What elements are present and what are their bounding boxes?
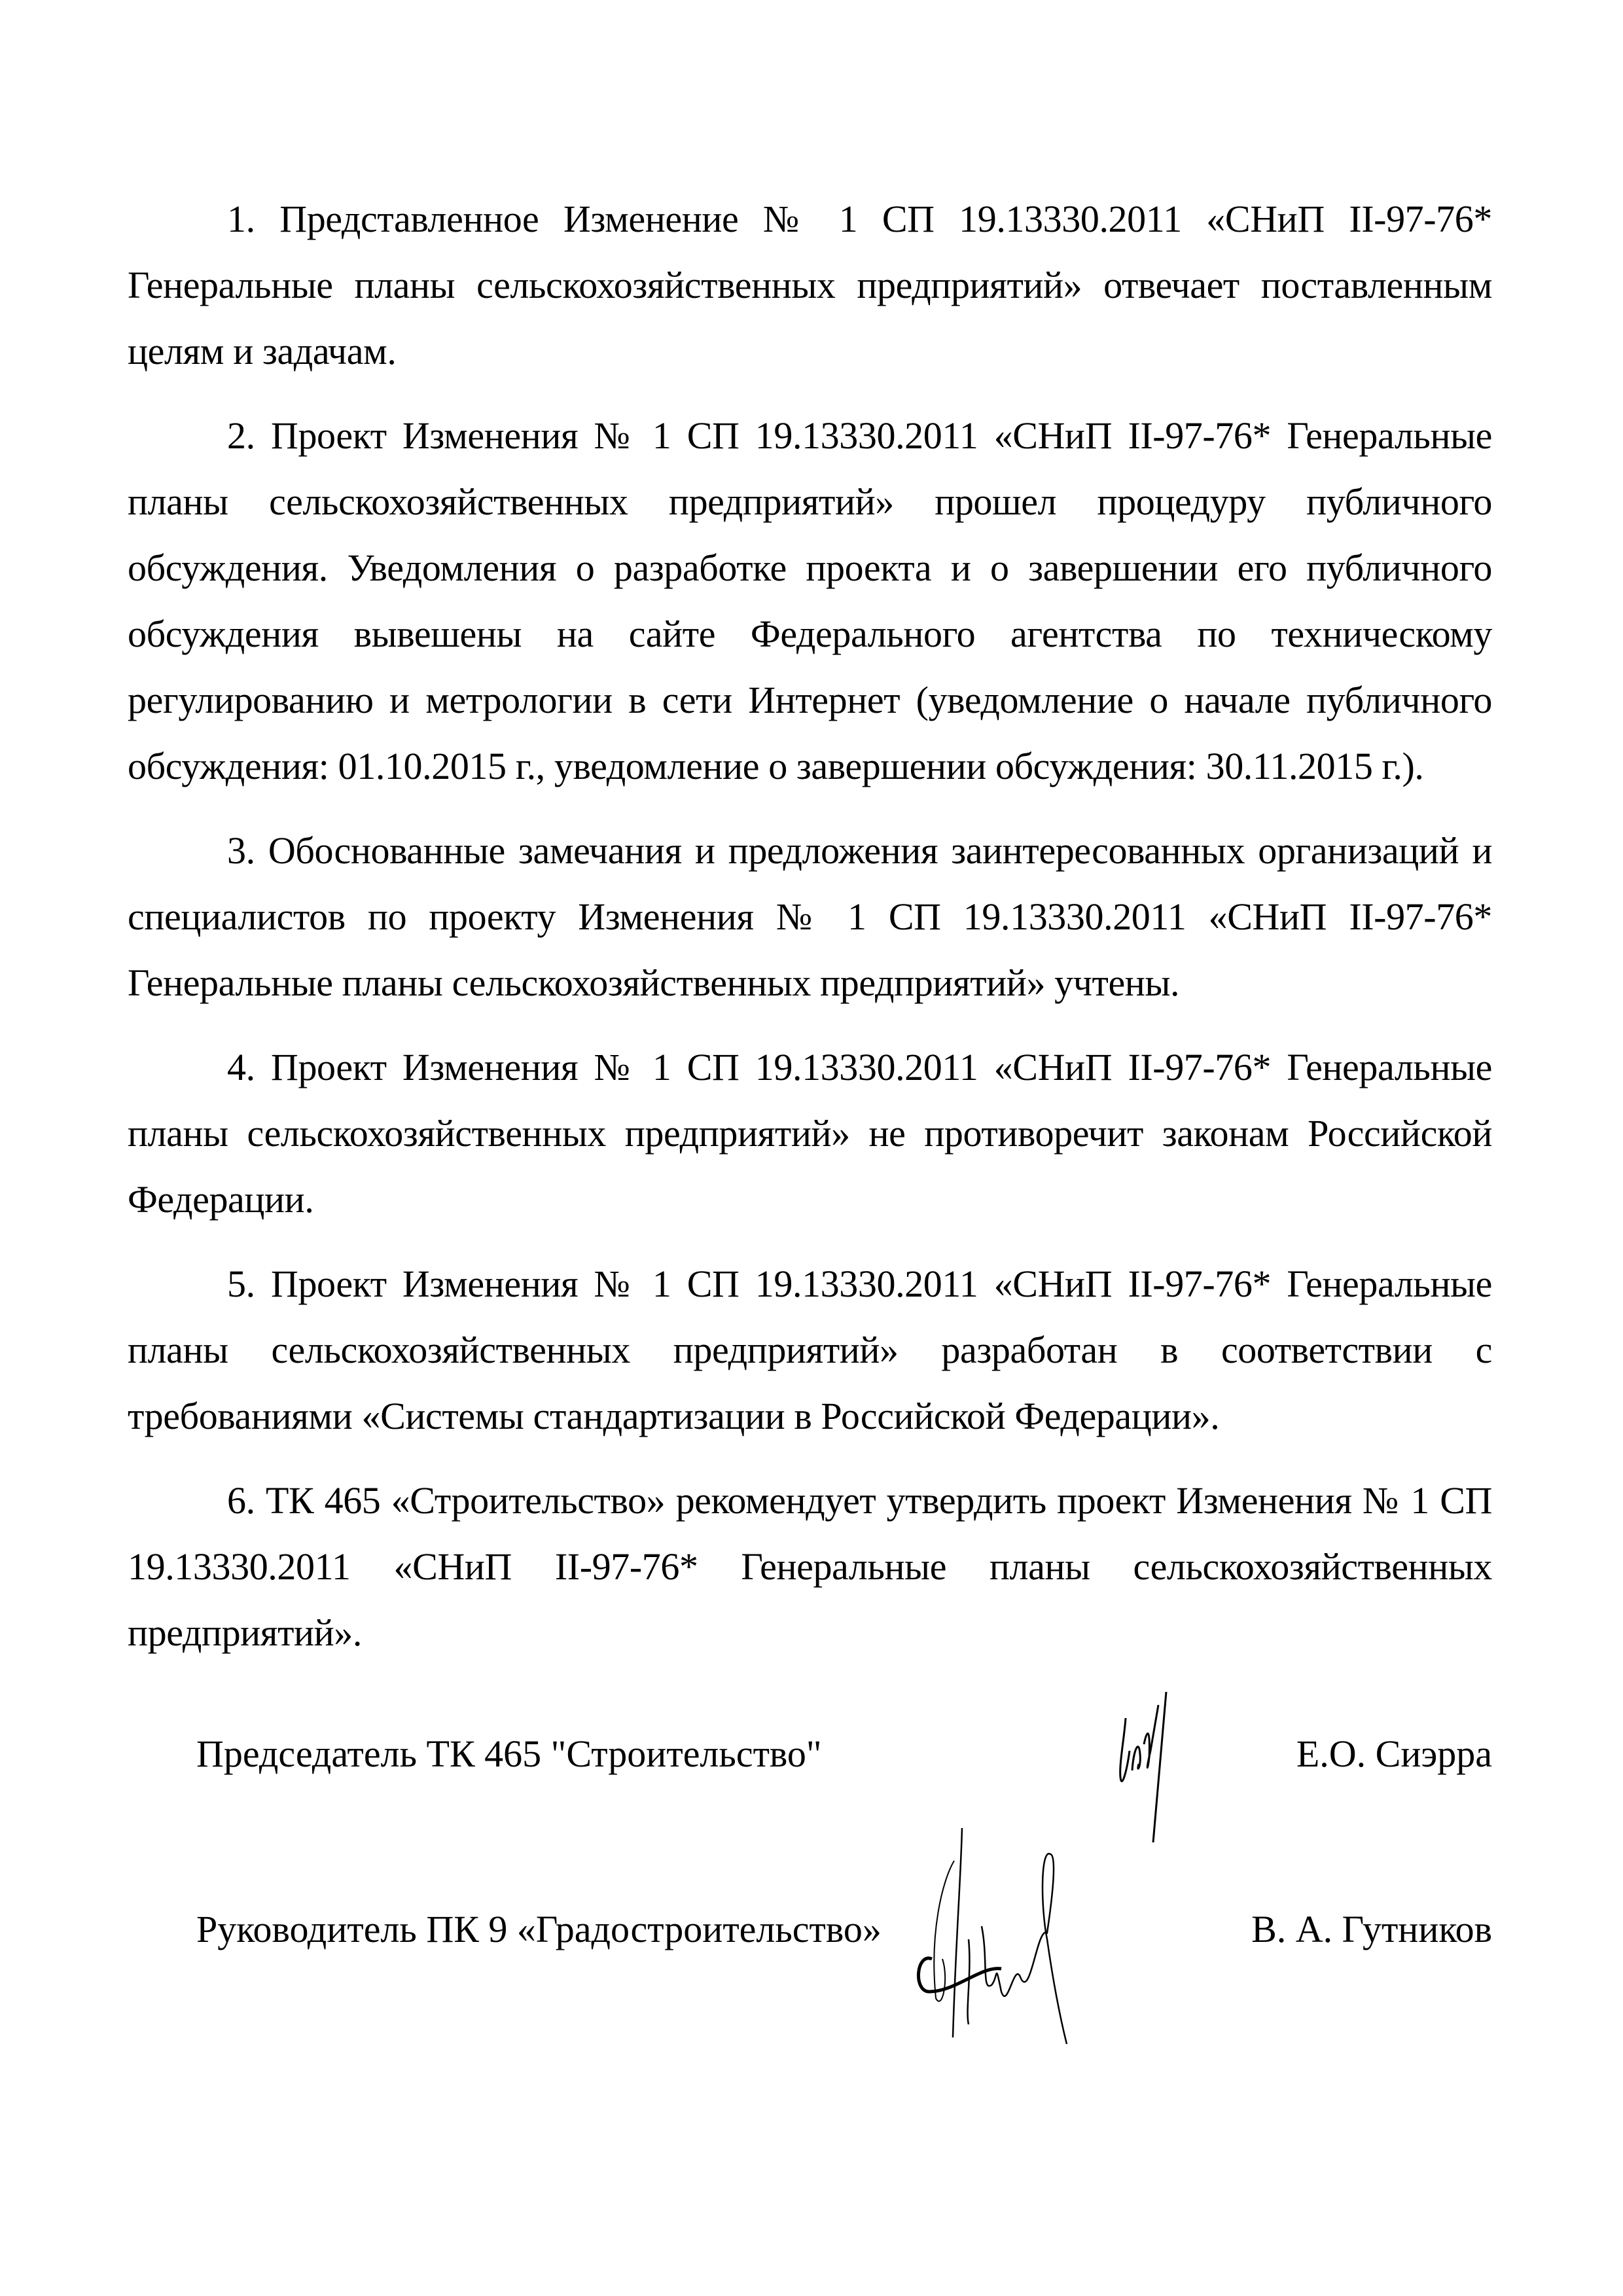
- paragraph-5: 5. Проект Изменения № 1 СП 19.13330.2011 «СНиП II-97-76* Генеральные планы сельскохозяйственных предприятий» разработан в соответствии с требованиями «Системы стандартизации в Российской Федерации».: [128, 1263, 1492, 1437]
- document-page: [128, 186, 1492, 2037]
- signatory-name: Е.О. Сиэрра: [1296, 1732, 1492, 1775]
- signatory-title: Председатель ТК 465 "Строительство": [196, 1732, 822, 1775]
- signatory-name: В. А. Гутников: [1251, 1908, 1492, 1950]
- paragraph-1: 1. Представленное Изменение № 1 СП 19.13330.2011 «СНиП II-97-76* Генеральные планы сельскохозяйственных предприятий» отвечает поставленным целям и задачам.: [128, 198, 1492, 372]
- handwritten-signature-icon: [1113, 1692, 1191, 1842]
- paragraph-3: 3. Обоснованные замечания и предложения заинтересованных организаций и специалистов по проекту Изменения № 1 СП 19.13330.2011 «СНиП II-97-76* Генеральные планы сельскохозяйственных предприятий» учтены.: [128, 829, 1492, 1004]
- paragraph-6: 6. ТК 465 «Строительство» рекомендует утвердить проект Изменения № 1 СП 19.13330.2011 «СНиП II-97-76* Генеральные планы сельскохозяйственных предприятий».: [128, 1479, 1492, 1654]
- signature-block-chairman: [196, 1731, 1492, 1862]
- paragraph-2: 2. Проект Изменения № 1 СП 19.13330.2011 «СНиП II-97-76* Генеральные планы сельскохозяйственных предприятий» прошел процедуру публичного обсуждения. Уведомления о разработке проекта и о завершении его публичного обсуждения вывешены на сайте Федерального агентства по техническому регулированию и метрологии в сети Интернет (уведомление о начале публичного обсуждения: 01.10.2015 г., уведомление о завершении обсуждения: 30.11.2015 г.).: [128, 414, 1492, 787]
- document-body: [128, 186, 1492, 1666]
- signatory-title: Руководитель ПК 9 «Градостроительство»: [196, 1908, 882, 1950]
- paragraph-4: 4. Проект Изменения № 1 СП 19.13330.2011 «СНиП II-97-76* Генеральные планы сельскохозяйственных предприятий» не противоречит законам Российской Федерации.: [128, 1046, 1492, 1221]
- signature-block-head: [196, 1907, 1492, 2037]
